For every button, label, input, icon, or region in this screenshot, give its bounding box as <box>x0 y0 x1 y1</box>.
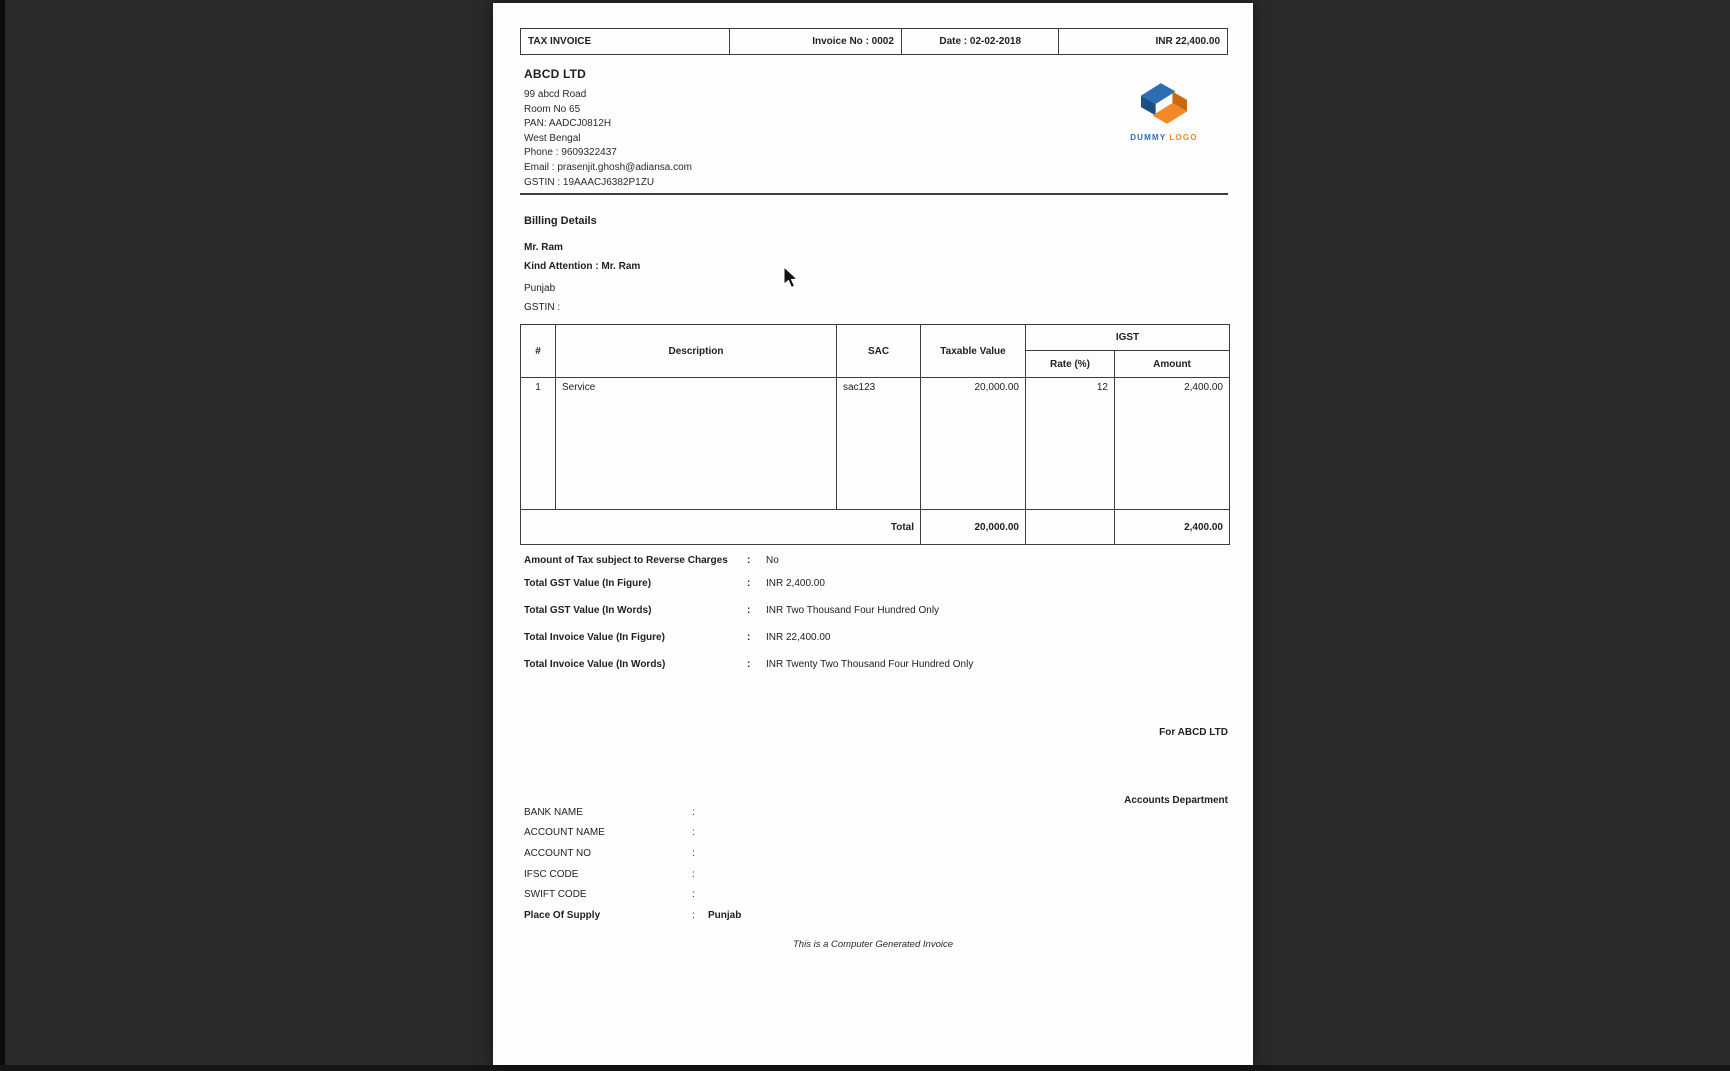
company-address <box>524 88 692 190</box>
bank-colon: : <box>692 889 695 900</box>
total-label: Total <box>521 510 921 545</box>
cell-sac: sac123 <box>837 378 921 510</box>
bank-colon: : <box>692 848 695 859</box>
bank-label: BANK NAME <box>524 807 583 818</box>
cell-num: 1 <box>521 378 556 510</box>
summary-gst-words <box>524 605 939 616</box>
bank-label: ACCOUNT NO <box>524 848 592 859</box>
col-header-rate: Rate (%) <box>1026 351 1115 378</box>
col-header-amount: Amount <box>1115 351 1230 378</box>
summary-label: Amount of Tax subject to Reverse Charges <box>524 555 728 566</box>
summary-value: INR Twenty Two Thousand Four Hundred Only <box>766 659 974 670</box>
invoice-number: Invoice No : 0002 <box>730 29 902 54</box>
account-no-row <box>524 848 708 859</box>
total-taxable-value: 20,000.00 <box>921 510 1026 545</box>
table-total-row <box>521 510 1230 545</box>
section-divider <box>520 193 1228 195</box>
bank-colon: : <box>692 869 695 880</box>
line-items-table <box>520 324 1230 545</box>
billing-gstin-label: GSTIN : <box>524 302 561 313</box>
summary-value: INR Two Thousand Four Hundred Only <box>766 605 940 616</box>
invoice-date: Date : 02-02-2018 <box>902 29 1060 54</box>
summary-colon: : <box>747 605 751 616</box>
address-line: Email : prasenjit.ghosh@adiansa.com <box>524 161 693 173</box>
summary-colon: : <box>747 632 751 643</box>
invoice-title: TAX INVOICE <box>521 29 730 54</box>
company-logo <box>1118 81 1210 142</box>
col-header-igst: IGST <box>1026 325 1230 351</box>
logo-mark-icon <box>1132 81 1196 127</box>
summary-invoice-words <box>524 659 973 670</box>
summary-value: No <box>766 555 779 566</box>
computer-generated-note: This is a Computer Generated Invoice <box>793 939 953 950</box>
cell-rate: 12 <box>1026 378 1115 510</box>
address-line: West Bengal <box>524 132 581 144</box>
summary-label: Total GST Value (In Words) <box>524 605 652 616</box>
bank-colon: : <box>692 827 695 838</box>
address-line: GSTIN : 19AAACJ6382P1ZU <box>524 176 655 188</box>
cell-amount: 2,400.00 <box>1115 378 1230 510</box>
billing-customer-name: Mr. Ram <box>524 242 563 253</box>
col-header-taxable-value: Taxable Value <box>921 325 1026 378</box>
address-line: Room No 65 <box>524 103 581 115</box>
invoice-page <box>493 3 1253 1065</box>
table-header-row <box>521 325 1230 351</box>
bank-label: Place Of Supply <box>524 910 601 921</box>
total-amount: 2,400.00 <box>1115 510 1230 545</box>
billing-kind-attention: Kind Attention : Mr. Ram <box>524 261 641 272</box>
for-company-line: For ABCD LTD <box>1159 727 1228 738</box>
summary-value: INR 22,400.00 <box>766 632 831 643</box>
bank-label: SWIFT CODE <box>524 889 587 900</box>
logo-text <box>1118 133 1210 142</box>
bank-colon: : <box>692 910 695 921</box>
bank-label: IFSC CODE <box>524 869 579 880</box>
cell-description: Service <box>556 378 837 510</box>
summary-reverse-charges <box>524 555 779 566</box>
summary-value: INR 2,400.00 <box>766 578 825 589</box>
summary-colon: : <box>747 555 751 566</box>
logo-word-dummy: DUMMY <box>1130 133 1167 142</box>
summary-label: Total GST Value (In Figure) <box>524 578 652 589</box>
col-header-num: # <box>521 325 556 378</box>
mouse-cursor-icon <box>783 266 800 290</box>
ifsc-code-row <box>524 869 708 880</box>
account-name-row <box>524 827 708 838</box>
summary-colon: : <box>747 578 751 589</box>
invoice-total-amount: INR 22,400.00 <box>1155 36 1221 47</box>
bank-name-row <box>524 807 708 818</box>
col-header-sac: SAC <box>837 325 921 378</box>
summary-label: Total Invoice Value (In Figure) <box>524 632 665 643</box>
accounts-department-line: Accounts Department <box>1124 795 1228 806</box>
summary-gst-figure <box>524 578 825 589</box>
col-header-description: Description <box>556 325 837 378</box>
table-row <box>521 378 1230 510</box>
total-rate <box>1026 510 1115 545</box>
summary-invoice-figure <box>524 632 831 643</box>
logo-word-logo: LOGO <box>1169 133 1198 142</box>
billing-details-heading: Billing Details <box>524 215 597 227</box>
summary-colon: : <box>747 659 751 670</box>
swift-code-row <box>524 889 708 900</box>
summary-label: Total Invoice Value (In Words) <box>524 659 666 670</box>
company-name: ABCD LTD <box>524 67 587 81</box>
bank-value: Punjab <box>708 910 742 921</box>
address-line: 99 abcd Road <box>524 89 587 100</box>
invoice-header-bar <box>520 28 1228 55</box>
cell-taxable-value: 20,000.00 <box>921 378 1026 510</box>
bank-label: ACCOUNT NAME <box>524 827 605 838</box>
window-left-edge <box>0 0 5 1071</box>
bank-colon: : <box>692 807 695 818</box>
address-line: PAN: AADCJ0812H <box>524 118 612 130</box>
billing-state: Punjab <box>524 283 556 294</box>
window-bottom-edge <box>0 1065 1730 1071</box>
place-of-supply-row <box>524 910 741 921</box>
address-line: Phone : 9609322437 <box>524 147 617 159</box>
